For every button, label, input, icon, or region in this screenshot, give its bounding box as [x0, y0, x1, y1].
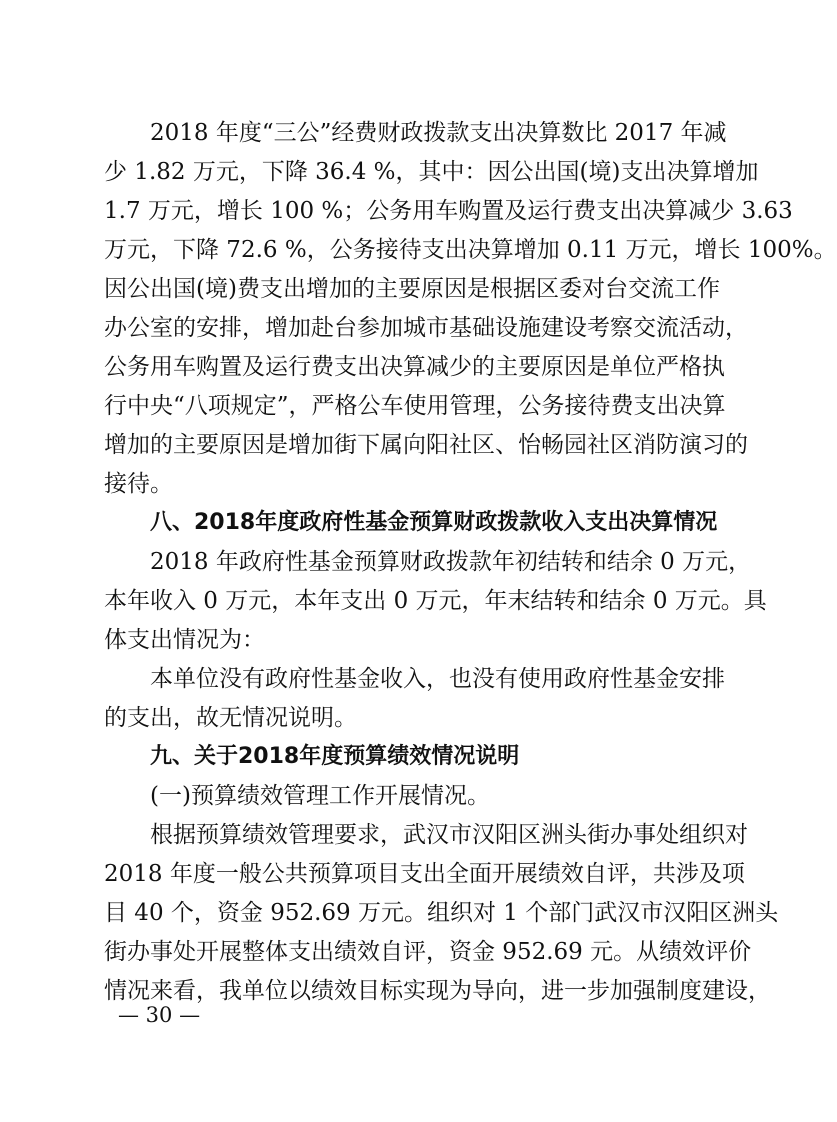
paragraph-line: 根据预算绩效管理要求，武汉市汉阳区洲头街办事处组织对	[150, 822, 748, 848]
section-heading-8: 八、2018年度政府性基金预算财政拨款收入支出决算情况	[150, 510, 718, 535]
paragraph-line: 2018 年政府性基金预算财政拨款年初结转和结余 0 万元，	[150, 549, 752, 575]
paragraph-line: 因公出国(境)费支出增加的主要原因是根据区委对台交流工作	[104, 276, 720, 302]
page-number: — 30 —	[118, 1003, 201, 1027]
paragraph-line: 办公室的安排，增加赴台参加城市基础设施建设考察交流活动，	[104, 315, 748, 341]
paragraph-line: 2018 年度一般公共预算项目支出全面开展绩效自评，共涉及项	[104, 861, 745, 887]
subsection-heading: (一)预算绩效管理工作开展情况。	[150, 783, 490, 809]
paragraph-line: 本年收入 0 万元，本年支出 0 万元，年末结转和结余 0 万元。具	[104, 588, 767, 614]
paragraph-line: 1.7 万元，增长 100 %；公务用车购置及运行费支出决算减少 3.63	[104, 198, 793, 224]
paragraph-line: 情况来看，我单位以绩效目标实现为导向，进一步加强制度建设，	[104, 978, 771, 1004]
paragraph-line: 的支出，故无情况说明。	[104, 705, 357, 731]
paragraph-line: 目 40 个，资金 952.69 万元。组织对 1 个部门武汉市汉阳区洲头	[104, 900, 779, 926]
paragraph-line: 行中央“八项规定”，严格公车使用管理，公务接待费支出决算	[104, 393, 726, 419]
paragraph-line: 街办事处开展整体支出绩效自评，资金 952.69 元。从绩效评价	[104, 939, 752, 965]
paragraph-line: 接待。	[104, 471, 173, 497]
paragraph-line: 增加的主要原因是增加街下属向阳社区、怡畅园社区消防演习的	[104, 432, 748, 458]
paragraph-line: 万元，下降 72.6 %，公务接待支出决算增加 0.11 万元，增长 100%。	[104, 237, 837, 263]
section-heading-9: 九、关于2018年度预算绩效情况说明	[150, 744, 520, 769]
paragraph-line: 少 1.82 万元，下降 36.4 %，其中：因公出国(境)支出决算增加	[104, 159, 759, 185]
paragraph-line: 2018 年度“三公”经费财政拨款支出决算数比 2017 年减	[150, 120, 727, 146]
paragraph-line: 本单位没有政府性基金收入，也没有使用政府性基金安排	[150, 666, 725, 692]
paragraph-line: 公务用车购置及运行费支出决算减少的主要原因是单位严格执	[104, 354, 725, 380]
paragraph-line: 体支出情况为：	[104, 627, 265, 653]
